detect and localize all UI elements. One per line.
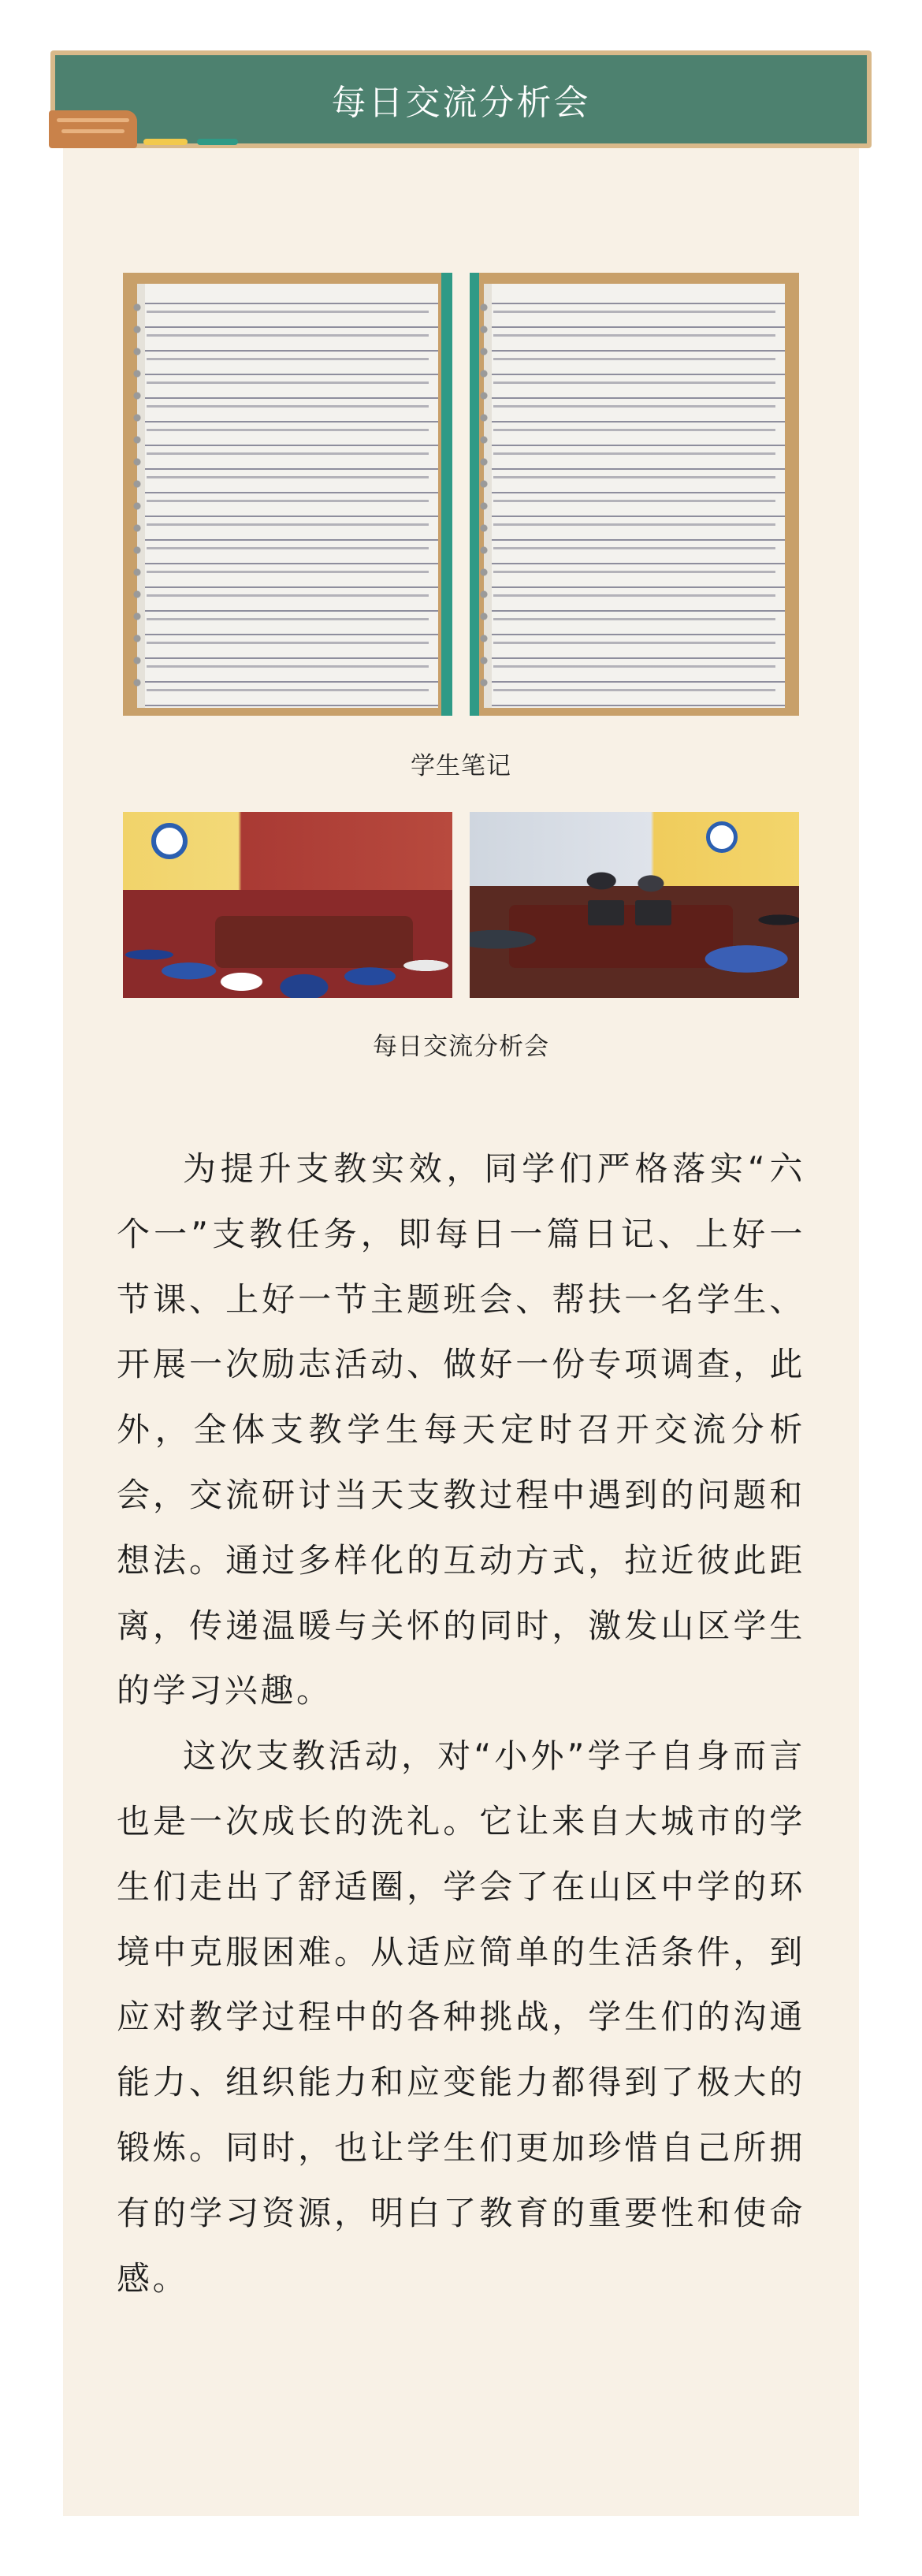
article-paragraph: 这次支教活动，对“小外”学子自身而言也是一次成长的洗礼。它让来自大城市的学生们走出了舒适圈，学会了在山区中学的环境中克服困难。从适应简单的生活条件，到应对教学过程中的各种挑战，学生们的沟通能力、组织能力和应变能力都得到了极大的锻炼。同时，也让学生们更加珍惜自己所拥有的学习资源，明白了教育的重要性和使命感。: [117, 1737, 805, 2298]
meeting-photo-left: [123, 812, 452, 998]
article-body: [117, 1137, 805, 2311]
meeting-caption: 每日交流分析会: [373, 1033, 549, 1061]
header-title: 每日交流分析会: [55, 55, 867, 143]
article-paragraph: 为提升支教实效，同学们严格落实“六个一”支教任务，即每日一篇日记、上好一节课、上好一节主题班会、帮扶一名学生、开展一次励志活动、做好一份专项调查，此外，全体支教学生每天定时召开交流分析会，交流研讨当天支教过程中遇到的问题和想法。通过多样化的互动方式，拉近彼此距离，传递温暖与关怀的同时，激发山区学生的学习兴趣。: [117, 1149, 805, 1711]
school-logo-icon: [151, 823, 188, 859]
student-notes-photo-left: [123, 273, 452, 716]
meeting-photo-right: [470, 812, 799, 998]
decorative-bar-yellow: [143, 139, 188, 145]
header-banner: [50, 50, 872, 148]
decorative-bar-teal: [197, 139, 238, 145]
school-logo-icon: [706, 821, 738, 853]
notes-caption: 学生笔记: [411, 752, 511, 780]
book-icon: [49, 110, 137, 148]
student-notes-photo-right: [470, 273, 799, 716]
